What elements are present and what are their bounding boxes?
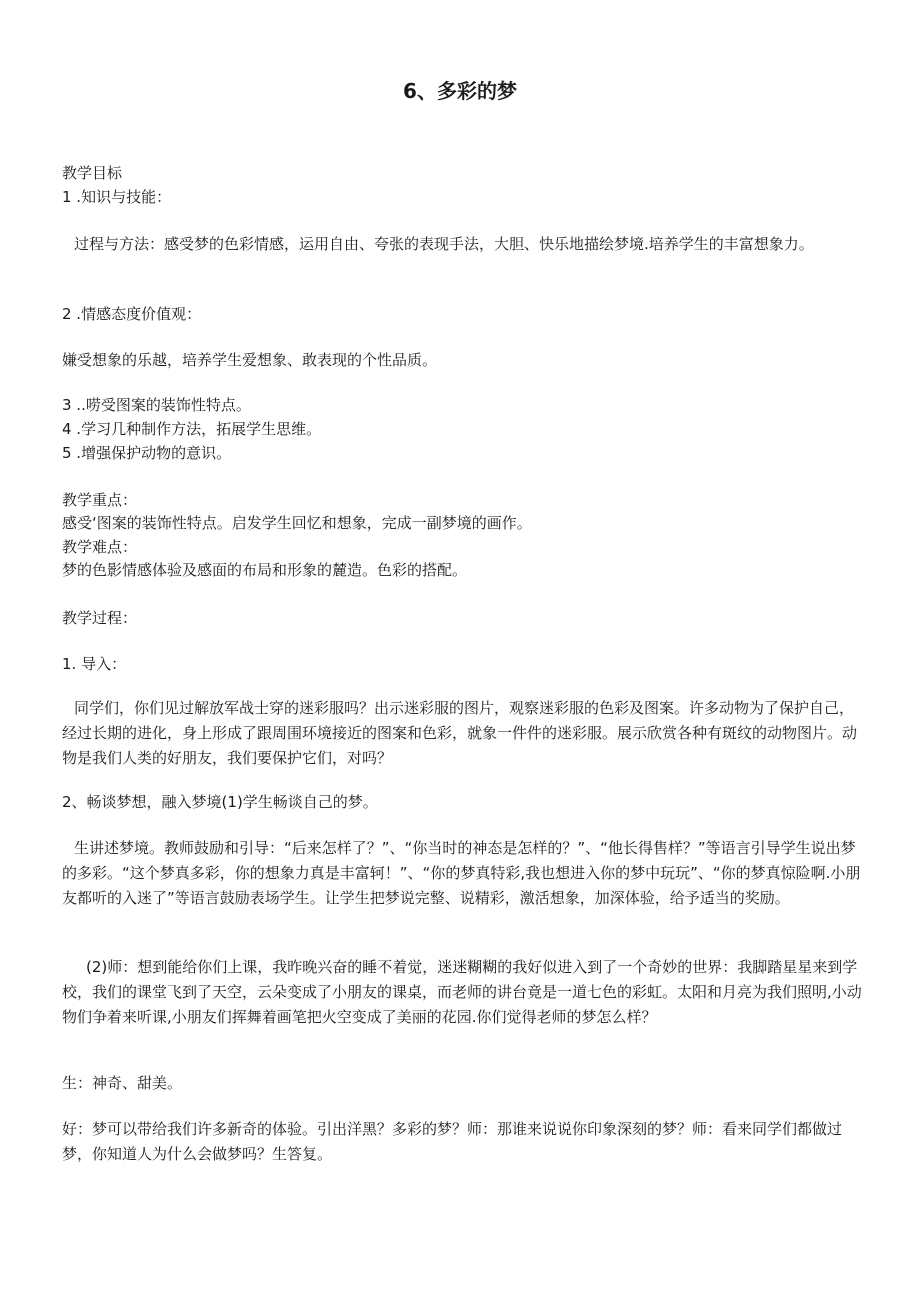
item-3: 3 ..唠受图案的装饰性特点。	[62, 396, 251, 414]
difficulty-heading: 教学难点：	[62, 538, 138, 556]
student-reply: 生：神奇、甜美。	[62, 1074, 183, 1092]
process-heading: 教学过程：	[62, 609, 138, 627]
page-title: 6、多彩的梦	[403, 79, 517, 103]
goal2-heading: 2 .情感态度价值观：	[62, 305, 202, 323]
goal1-text: 过程与方法：感受梦的色彩情感，运用自由、夸张的表现手法，大胆、快乐地描绘梦境.培养学生的丰富想象力。	[74, 235, 814, 253]
goals-heading: 教学目标	[62, 164, 123, 182]
goal1-heading: 1 .知识与技能：	[62, 188, 172, 206]
step2-heading: 2、畅谈梦想，融入梦境(1)学生畅谈自己的梦。	[62, 793, 378, 811]
item-4: 4 .学习几种制作方法，拓展学生思维。	[62, 420, 322, 438]
step1-text: 同学们，你们见过解放军战士穿的迷彩服吗？出示迷彩服的图片，观察迷彩服的色彩及图案。许多动物为了保护自己，经过长期的进化，身上形成了跟周围环境接近的图案和色彩，就象一件件的迷彩服。展示欣赏各种有斑纹的动物图片。动物是我们人类的好朋友，我们要保护它们，对吗？	[62, 699, 858, 767]
difficulty-text: 梦的色影情感体验及感面的布局和形象的麓造。色彩的搭配。	[62, 561, 468, 579]
step2-text: 生讲述梦境。教师鼓励和引导：“后来怎样了？”、“你当时的神态是怎样的？”、“他长得售样？”等语言引导学生说出梦的多彩。“这个梦真多彩，你的想象力真是丰富轲！”、“你的梦真特彩,我也想进入你的梦中玩玩”、“你的梦真惊险啊.小朋友都听的入迷了”等语言鼓励表场学生。让学生把梦说完整、说精彩，激活想象，加深体验，给予适当的奖励。	[62, 839, 861, 907]
goal2-text: 嫌受想象的乐越，培养学生爱想象、敢表现的个性品质。	[62, 351, 438, 369]
focus-text: 感受‘图案的装饰性特点。启发学生回忆和想象，完成一副梦境的画作。	[62, 514, 532, 532]
step2b-text: (2)师：想到能给你们上课，我昨晚兴奋的睡不着觉，迷迷糊糊的我好似进入到了一个奇妙的世界：我脚踏星星来到学校，我们的课堂飞到了天空，云朵变成了小朋友的课桌，而老师的讲台竟是一道七色的彩虹。太阳和月亮为我们照明,小动物们争着来听课,小朋友们挥舞着画笔把火空变成了美丽的花园.你们觉得老师的梦怎么样？	[62, 958, 862, 1026]
closing-text: 好：梦可以带给我们许多新奇的体验。引出洋黑？多彩的梦？师：那谁来说说你印象深刻的梦？师：看来同学们都做过梦，你知道人为什么会做梦吗？生答复。	[62, 1120, 843, 1163]
focus-heading: 教学重点：	[62, 491, 138, 509]
step1-heading: 1. 导入：	[62, 655, 127, 673]
item-5: 5 .增强保护动物的意识。	[62, 444, 232, 462]
